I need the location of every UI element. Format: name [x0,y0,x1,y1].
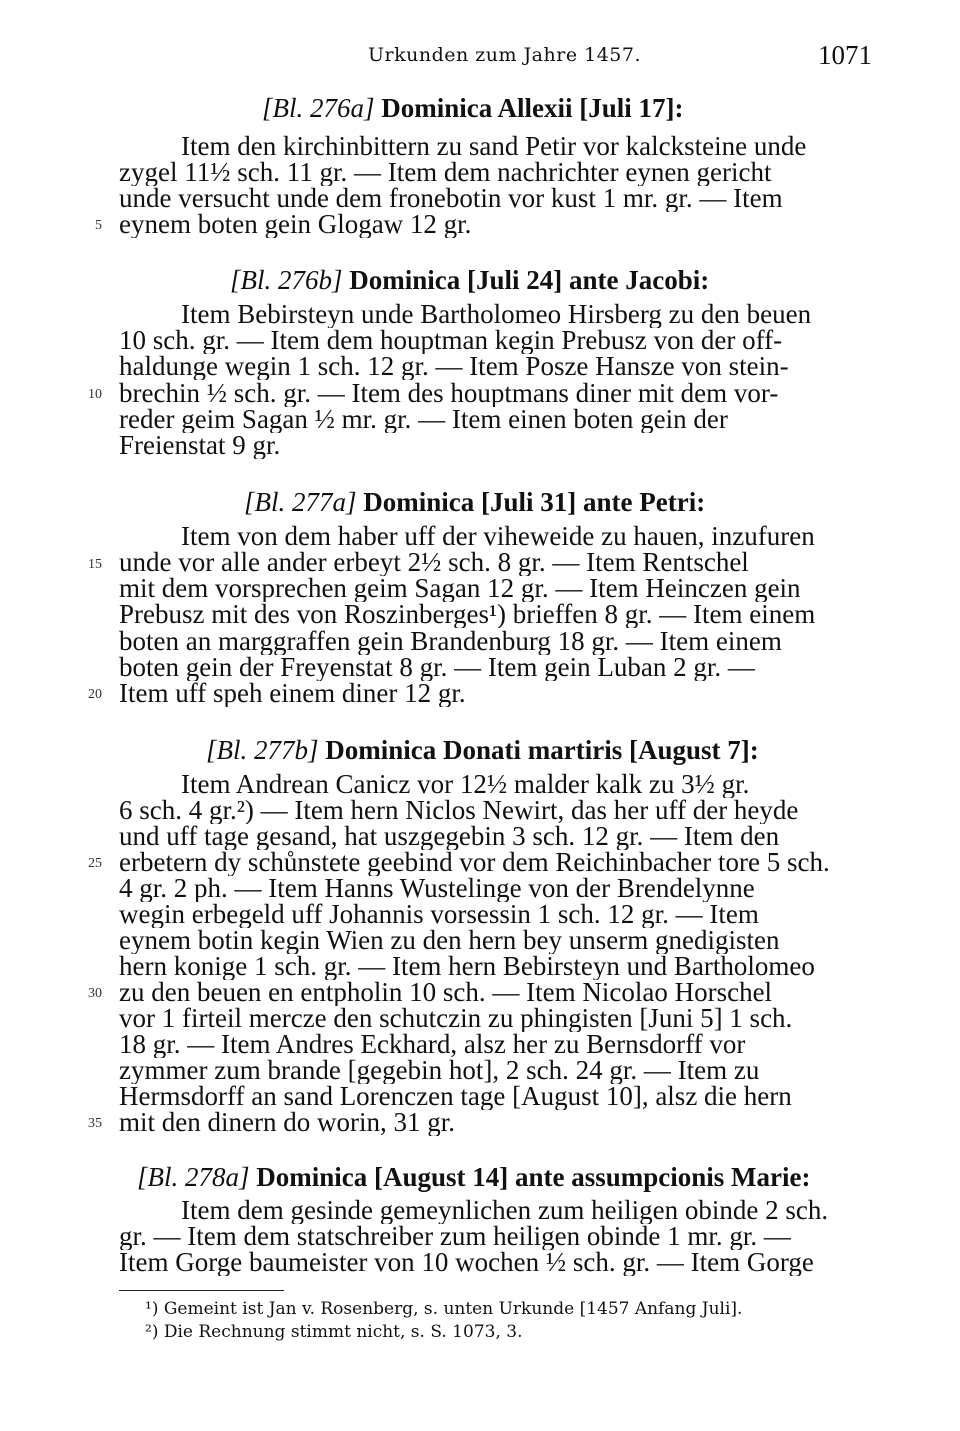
text-line: Item dem gesinde gemeynlichen zum heiligen obinde 2 sch. [181,1196,829,1224]
footnote-rule [119,1290,284,1291]
text-line: haldunge wegin 1 sch. 12 gr. — Item Posze Hansze von stein- [119,352,789,380]
text-line: Item den kirchinbittern zu sand Petir vor kalcksteine unde [181,132,807,160]
text-line: eynem boten gein Glogaw 12 gr. [119,210,472,238]
text-line: 6 sch. 4 gr.²) — Item hern Niclos Newirt, das her uff der heyde [119,796,799,824]
text-line: 18 gr. — Item Andres Eckhard, alsz her zu Bernsdorff vor [119,1030,746,1058]
text-line: Item Andrean Canicz vor 12½ malder kalk zu 3½ gr. [181,770,750,798]
text-line: unde vor alle ander erbeyt 2½ sch. 8 gr. — Item Rentschel [119,548,749,576]
section-heading [137,1163,811,1191]
folio-reference: [Bl. 277b] [206,735,319,765]
text-line: Item Gorge baumeister von 10 wochen ½ sch. gr. — Item Gorge [119,1248,814,1276]
line-number: 5 [95,218,102,233]
line-number: 25 [88,856,102,871]
text-line: Item von dem haber uff der viheweide zu hauen, inzufuren [181,522,815,550]
section-title: Dominica Donati martiris [August 7]: [325,735,759,765]
text-line: brechin ½ sch. gr. — Item des houptmans diner mit dem vor- [119,379,779,407]
folio-reference: [Bl. 276b] [230,265,343,295]
section-heading [262,94,684,122]
text-line: mit den dinern do worin, 31 gr. [119,1108,455,1136]
text-line: Prebusz mit des von Roszinberges¹) brieffen 8 gr. — Item einem [119,600,816,628]
section-heading [244,488,705,516]
text-line: zygel 11½ sch. 11 gr. — Item dem nachrichter eynen gericht [119,158,772,186]
page-number: 1071 [818,40,872,70]
folio-reference: [Bl. 278a] [137,1162,250,1192]
section-title: Dominica Allexii [Juli 17]: [381,93,684,123]
line-number: 20 [88,687,102,702]
text-line: Freienstat 9 gr. [119,431,281,459]
text-line: hern konige 1 sch. gr. — Item hern Bebirsteyn und Bartholomeo [119,952,815,980]
text-line: mit dem vorsprechen geim Sagan 12 gr. — Item Heinczen gein [119,574,801,602]
section-title: Dominica [Juli 24] ante Jacobi: [349,265,710,295]
section-heading [230,266,709,294]
line-number: 35 [88,1116,102,1131]
text-line: Hermsdorff an sand Lorenczen tage [August 10], alsz die hern [119,1082,792,1110]
text-line: Item uff speh einem diner 12 gr. [119,679,466,707]
text-line: unde versucht unde dem fronebotin vor kust 1 mr. gr. — Item [119,184,783,212]
text-line: erbetern dy schůnstete geebind vor dem Reichinbacher tore 5 sch. [119,848,830,876]
text-line: 4 gr. 2 ph. — Item Hanns Wustelinge von der Brendelynne [119,874,755,902]
text-line: boten an marggraffen gein Brandenburg 18 gr. — Item einem [119,627,782,655]
text-line: zu den beuen en entpholin 10 sch. — Item Nicolao Horschel [119,978,773,1006]
text-line: eynem botin kegin Wien zu den hern bey unserm gnedigisten [119,926,780,954]
text-line: wegin erbegeld uff Johannis vorsessin 1 sch. 12 gr. — Item [119,900,759,928]
line-number: 30 [88,986,102,1001]
line-number: 10 [88,387,102,402]
text-line: Item Bebirsteyn unde Bartholomeo Hirsberg zu den beuen [181,300,812,328]
footnote: ²) Die Rechnung stimmt nicht, s. S. 1073, 3. [145,1322,523,1342]
text-line: gr. — Item dem statschreiber zum heiligen obinde 1 mr. gr. — [119,1222,791,1250]
text-line: reder geim Sagan ½ mr. gr. — Item einen boten gein der [119,405,728,433]
section-title: Dominica [Juli 31] ante Petri: [363,487,706,517]
text-line: zymmer zum brande [gegebin hot], 2 sch. 24 gr. — Item zu [119,1056,760,1084]
folio-reference: [Bl. 277a] [244,487,357,517]
section-heading [206,736,759,764]
text-line: und uff tage gesand, hat uszgegebin 3 sch. 12 gr. — Item den [119,822,780,850]
running-head: Urkunden zum Jahre 1457. [368,44,642,66]
folio-reference: [Bl. 276a] [262,93,375,123]
text-line: 10 sch. gr. — Item dem houptman kegin Prebusz von der off- [119,326,783,354]
line-number: 15 [88,557,102,572]
text-line: vor 1 firteil mercze den schutczin zu phingisten [Juni 5] 1 sch. [119,1004,793,1032]
section-title: Dominica [August 14] ante assumpcionis Marie: [256,1162,811,1192]
text-line: boten gein der Freyenstat 8 gr. — Item gein Luban 2 gr. — [119,653,755,681]
footnote: ¹) Gemeint ist Jan v. Rosenberg, s. unten Urkunde [1457 Anfang Juli]. [145,1299,743,1319]
